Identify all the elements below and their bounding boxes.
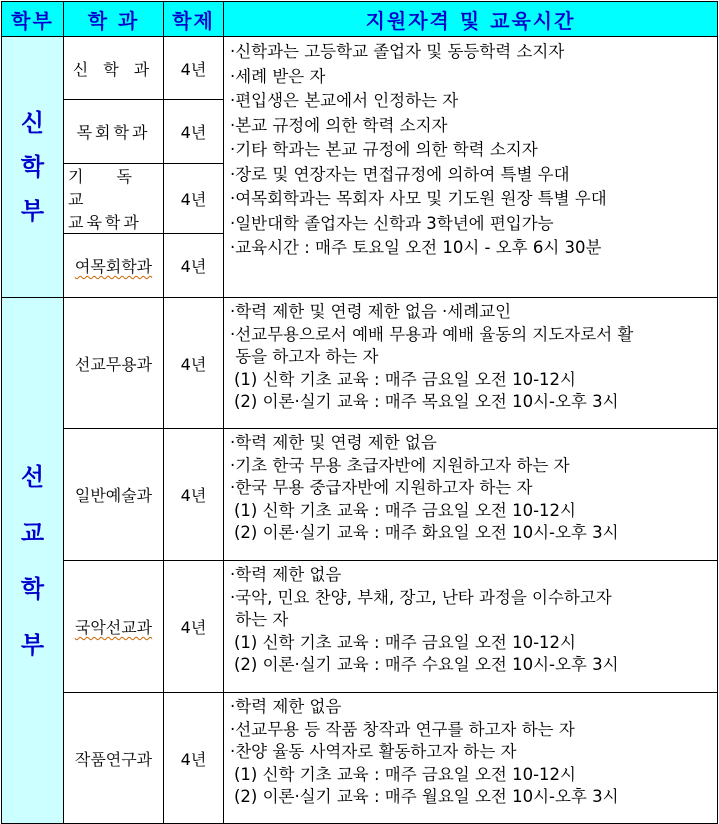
years-general-arts: 4년 — [164, 429, 224, 561]
major-name-line: 기 독 교 — [68, 167, 146, 209]
qualification-line: (1) 신학 기초 교육 : 매주 금요일 오전 10-12시 — [234, 500, 576, 520]
major-works-research: 작품연구과 — [64, 693, 164, 824]
department-char: 부 — [20, 630, 45, 659]
qualification-line: (2) 이론·실기 교육 : 매주 화요일 오전 10시-오후 3시 — [234, 523, 619, 542]
header-department: 학부 — [2, 2, 64, 37]
department-char: 학 — [20, 574, 45, 603]
admission-table — [1, 1, 718, 824]
years-theology: 4년 — [164, 37, 224, 100]
qualification-line: ·선교무용으로서 예배 무용과 예배 율동의 지도자로서 활 — [230, 324, 634, 344]
years-christian-education: 4년 — [164, 164, 224, 234]
department-char: 신 — [20, 109, 45, 137]
header-major: 학 과 — [64, 2, 164, 37]
qualification-line: ·세례 받은 자 — [230, 66, 326, 86]
years-mission-dance: 4년 — [164, 298, 224, 429]
qualification-line: (2) 이론·실기 교육 : 매주 수요일 오전 10시-오후 3시 — [234, 655, 619, 674]
mission-row-4 — [2, 693, 718, 824]
mission-dance-qualifications — [224, 298, 718, 429]
department-char: 학 — [20, 153, 45, 181]
major-name: 여목회학과 — [74, 257, 153, 276]
mission-row-2 — [2, 429, 718, 561]
major-name-line: 교육학과 — [68, 213, 142, 232]
header-row — [2, 2, 718, 37]
qualification-line: ·기초 한국 무용 초급자반에 지원하고자 하는 자 — [230, 455, 570, 475]
qualification-line: ·장로 및 연장자는 면접규정에 의하여 특별 우대 — [230, 164, 570, 184]
major-theology: 신 학 과 — [64, 37, 164, 100]
header-qualification: 지원자격 및 교육시간 — [224, 2, 718, 37]
department-char: 선 — [20, 462, 45, 491]
qualification-line: ·교육시간 : 매주 토요일 오전 10시 - 오후 6시 30분 — [230, 238, 602, 257]
qualification-line: (1) 신학 기초 교육 : 매주 금요일 오전 10-12시 — [234, 764, 576, 784]
qualification-line: ·기타 학과는 본교 규정에 의한 학력 소지자 — [230, 140, 538, 159]
department-char: 교 — [20, 518, 45, 547]
major-korean-music — [64, 561, 164, 693]
qualification-line: ·학력 제한 없음 — [230, 697, 342, 716]
qualification-line: ·학력 제한 없음 — [230, 565, 342, 584]
qualification-line: ·학력 제한 및 연령 제한 없음 ·세례교인 — [230, 302, 512, 321]
qualification-line: (1) 신학 기초 교육 : 매주 금요일 오전 10-12시 — [234, 632, 576, 652]
major-name: 국악선교과 — [74, 618, 153, 637]
years-women-pastoral: 4년 — [164, 234, 224, 298]
major-general-arts: 일반예술과 — [64, 429, 164, 561]
qualification-line: ·한국 무용 중급자반에 지원하고자 하는 자 — [230, 478, 533, 497]
qualification-line: 하는 자 — [230, 610, 289, 629]
major-pastoral: 목회학과 — [64, 100, 164, 164]
header-years: 학제 — [164, 2, 224, 37]
qualification-line: ·국악, 민요 찬양, 부채, 장고, 난타 과정을 이수하고자 — [230, 587, 612, 607]
theology-qualifications — [224, 37, 718, 298]
mission-row-3 — [2, 561, 718, 693]
qualification-line: ·찬양 율동 사역자로 활동하고자 하는 자 — [230, 742, 517, 761]
qualification-line: 동을 하고자 하는 자 — [230, 347, 379, 366]
qualification-line: ·신학과는 고등학교 졸업자 및 동등학력 소지자 — [230, 42, 565, 61]
major-mission-dance: 선교무용과 — [64, 298, 164, 429]
mission-row-1 — [2, 298, 718, 429]
general-arts-qualifications — [224, 429, 718, 561]
qualification-line: ·학력 제한 및 연령 제한 없음 — [230, 433, 437, 452]
qualification-line: (2) 이론·실기 교육 : 매주 월요일 오전 10시-오후 3시 — [234, 787, 619, 806]
major-women-pastoral — [64, 234, 164, 298]
department-theology — [2, 37, 64, 298]
theology-row-1 — [2, 37, 718, 100]
major-christian-education — [64, 164, 164, 234]
qualification-line: ·일반대학 졸업자는 신학과 3학년에 편입가능 — [230, 213, 554, 233]
department-mission — [2, 298, 64, 824]
qualification-line: (1) 신학 기초 교육 : 매주 금요일 오전 10-12시 — [234, 369, 576, 389]
qualification-line: ·본교 규정에 의한 학력 소지자 — [230, 115, 448, 135]
qualification-line: ·선교무용 등 작품 창작과 연구를 하고자 하는 자 — [230, 719, 575, 739]
department-char: 부 — [20, 197, 45, 225]
years-korean-music: 4년 — [164, 561, 224, 693]
works-research-qualifications — [224, 693, 718, 824]
years-works-research: 4년 — [164, 693, 224, 824]
years-pastoral: 4년 — [164, 100, 224, 164]
qualification-line: ·여목회학과는 목회자 사모 및 기도원 원장 특별 우대 — [230, 189, 607, 208]
qualification-line: (2) 이론·실기 교육 : 매주 목요일 오전 10시-오후 3시 — [234, 392, 619, 411]
qualification-line: ·편입생은 본교에서 인정하는 자 — [230, 91, 459, 110]
korean-music-qualifications — [224, 561, 718, 693]
